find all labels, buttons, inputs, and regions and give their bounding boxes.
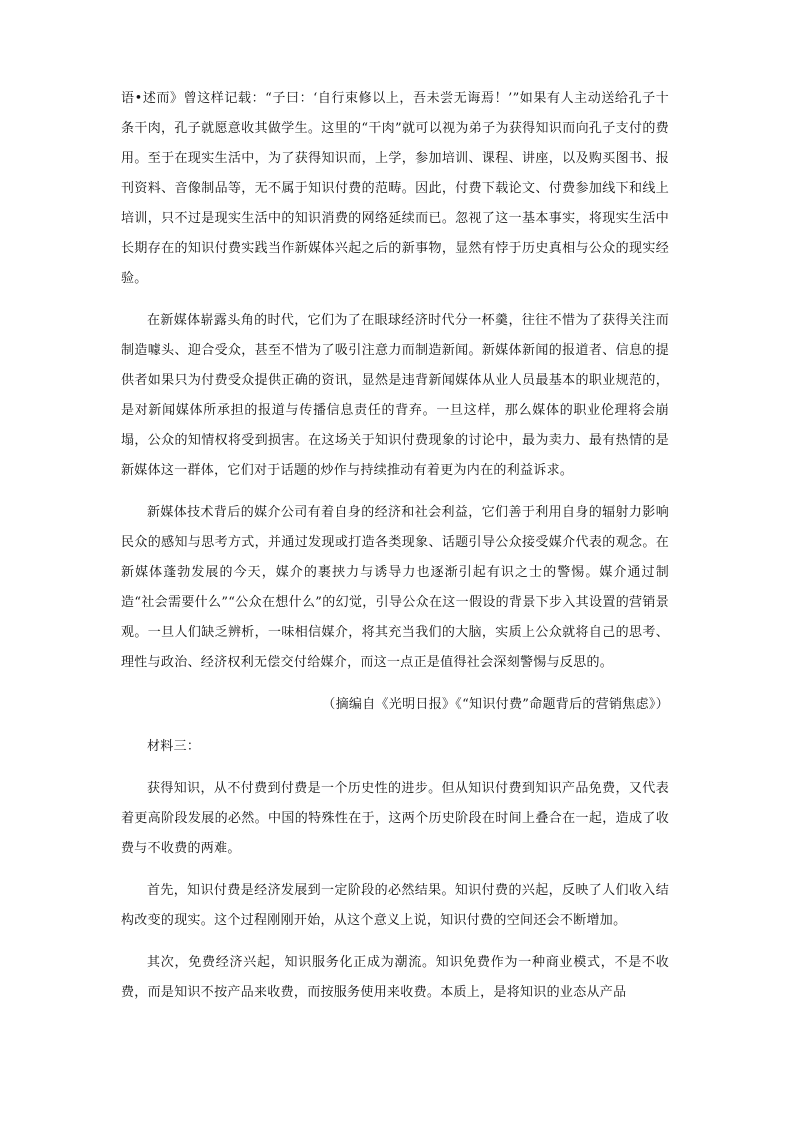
source-citation: （摘编自《光明日报》《“知识付费”命题背后的营销焦虑》） <box>322 697 669 712</box>
paragraph-2: 在新媒体崭露头角的时代，它们为了在眼球经济时代分一杯羹，往往不惜为了获得关注而制造噱头、迎合受众，甚至不惜为了吸引注意力而制造新闻。新媒体新闻的报道者、信息的提供者如果只为付费受众提供正确的资讯，显然是违背新闻媒体从业人员最基本的职业规范的，是对新闻媒体所承担的报道与传播信息责任的背弃。一旦这样，那么媒体的职业伦理将会崩塌，公众的知情权将受到损害。在这场关于知识付费现象的讨论中，最为卖力、最有热情的是新媒体这一群体，它们对于话题的炒作与持续推动有着更为内在的利益诉求。 <box>121 313 669 478</box>
paragraph-3: 新媒体技术背后的媒介公司有着自身的经济和社会利益，它们善于利用自身的辐射力影响民众的感知与思考方式，并通过发现或打造各类现象、话题引导公众接受媒介代表的观念。在新媒体蓬勃发展的今天，媒介的裹挟力与诱导力也逐渐引起有识之士的警惕。媒介通过制造“社会需要什么”“公众在想什么”的幻觉，引导公众在这一假设的背景下步入其设置的营销景观。一旦人们缺乏辨析，一味相信媒介，将其充当我们的大脑，实质上公众就将自己的思考、理性与政治、经济权利无偿交付给媒介，而这一点正是值得社会深刻警惕与反思的。 <box>121 505 669 670</box>
section-heading: 材料三： <box>147 739 201 754</box>
paragraph-5: 首先，知识付费是经济发展到一定阶段的必然结果。知识付费的兴起，反映了人们收入结构改变的现实。这个过程刚刚开始，从这个意义上说，知识付费的空间还会不断增加。 <box>121 883 669 928</box>
paragraph-6: 其次，免费经济兴起，知识服务化正成为潮流。知识免费作为一种商业模式，不是不收费，而是知识不按产品来收费，而按服务使用来收费。本质上，是将知识的业态从产品 <box>121 955 669 1000</box>
document-page <box>121 84 669 1020</box>
paragraph-1: 语•述而》曾这样记载：“子曰：‘自行束修以上，吾未尝无诲焉！’”如果有人主动送给孔子十条干肉，孔子就愿意收其做学生。这里的“干肉”就可以视为弟子为获得知识而向孔子支付的费用。至于在现实生活中，为了获得知识而，上学，参加培训、课程、讲座，以及购买图书、报刊资料、音像制品等，无不属于知识付费的范畴。因此，付费下载论文、付费参加线下和线上培训，只不过是现实生活中的知识消费的网络延续而已。忽视了这一基本事实，将现实生活中长期存在的知识付费实践当作新媒体兴起之后的新事物，显然有悖于历史真相与公众的现实经验。 <box>121 91 669 286</box>
paragraph-4: 获得知识，从不付费到付费是一个历史性的进步。但从知识付费到知识产品免费，又代表着更高阶段发展的必然。中国的特殊性在于，这两个历史阶段在时间上叠合在一起，造成了收费与不收费的两难。 <box>121 781 669 856</box>
